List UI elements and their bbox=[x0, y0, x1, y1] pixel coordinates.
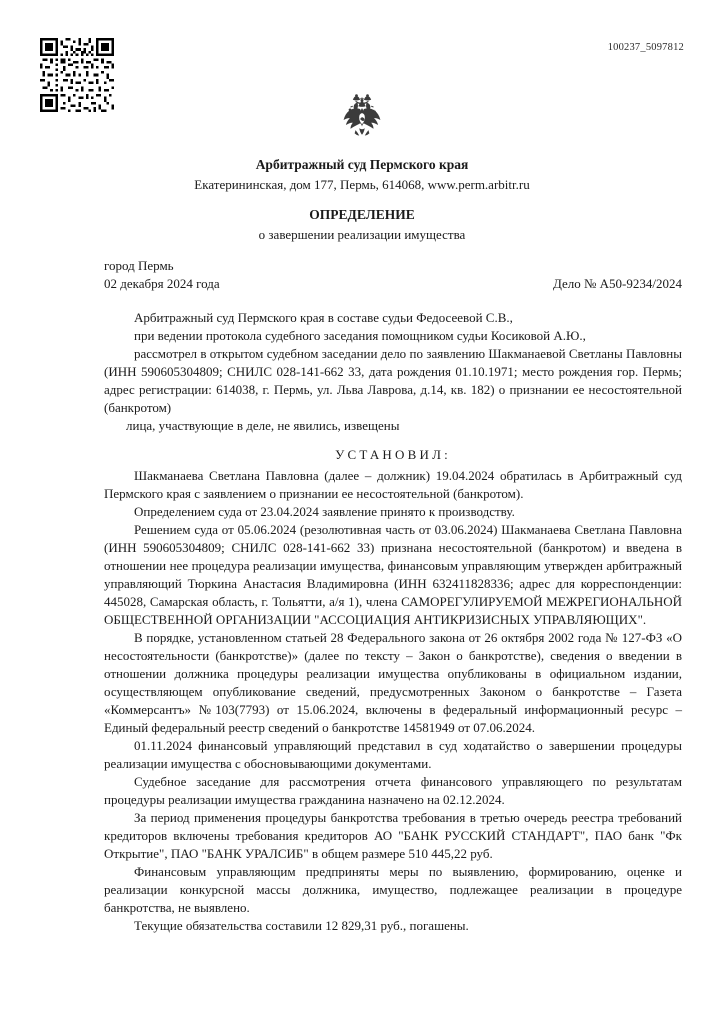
date-case-row bbox=[104, 275, 682, 293]
court-address: Екатерининская, дом 177, Пермь, 614068, www.perm.arbitr.ru bbox=[194, 177, 530, 193]
document-meta bbox=[0, 257, 724, 293]
paragraph-bankruptcy-decision: Решением суда от 05.06.2024 (резолютивная часть от 03.06.2024) Шакманаева Светлана Павловна (ИНН 590605304809; СНИЛС 028-141-662 33) признана несостоятельной (банкротом) и введена в отношении нее процедура реализации имущества, финансовым управляющим утвержден арбитражный управляющий Тюркина Анастасия Владимировна (ИНН 632411828336; адрес для корреспонденции: 445028, Самарская область, г. Тольятти, а/я 1), члена САМОРЕГУЛИРУЕМОЙ МЕЖРЕГИОНАЛЬНОЙ ОБЩЕСТВЕННОЙ ОРГАНИЗАЦИИ "АССОЦИАЦИЯ АНТИКРИЗИСНЫХ УПРАВЛЯЮЩИХ". bbox=[104, 521, 682, 627]
document-date: 02 декабря 2024 года bbox=[104, 275, 220, 291]
paragraph-attendance: лица, участвующие в деле, не явились, извещены bbox=[126, 417, 400, 433]
case-number: Дело № А50-9234/2024 bbox=[552, 275, 682, 291]
paragraph-creditor-claims: За период применения процедуры банкротства требования в третью очередь реестра требований кредиторов включены требования кредиторов АО "БАНК РУССКИЙ СТАНДАРТ", ПАО банк "Фк Открытие", ПАО "БАНК УРАЛСИБ" в общем размере 510 445,22 руб. bbox=[104, 809, 682, 861]
paragraph-court-composition: Арбитражный суд Пермского края в составе судьи Федосеевой С.В., bbox=[134, 309, 513, 325]
document-subject: о завершении реализации имущества bbox=[258, 226, 466, 242]
document-number-stamp: 100237_5097812 bbox=[607, 42, 684, 53]
ustanovil-heading: УСТАНОВИЛ: bbox=[335, 446, 451, 462]
coat-of-arms-container bbox=[0, 92, 724, 148]
document-kind-title: ОПРЕДЕЛЕНИЕ bbox=[309, 207, 415, 223]
paragraph-application-accepted: Определением суда от 23.04.2024 заявление принято к производству. bbox=[134, 503, 515, 519]
document-header bbox=[0, 156, 724, 243]
paragraph-protocol-clerk: при ведении протокола судебного заседания помощником судьи Косиковой А.Ю., bbox=[134, 327, 586, 343]
court-name: Арбитражный суд Пермского края bbox=[255, 157, 469, 172]
paragraph-completion-petition: 01.11.2024 финансовый управляющий представил в суд ходатайство о завершении процедуры реализации имущества с обосновывающими документами. bbox=[104, 737, 682, 771]
paragraph-asset-measures: Финансовым управляющим предприняты меры по выявлению, формированию, оценке и реализации конкурсной массы должника, имущество, подлежащее реализации в процедуре банкротства, не выявлено. bbox=[104, 863, 682, 915]
document-body bbox=[0, 309, 724, 935]
city-label: город Пермь bbox=[104, 257, 174, 273]
russian-coat-of-arms-icon bbox=[339, 92, 385, 148]
paragraph-debtor-application: Шакманаева Светлана Павловна (далее – должник) 19.04.2024 обратилась в Арбитражный суд Пермского края с заявлением о признании ее несостоятельной (банкротом). bbox=[104, 467, 682, 501]
paragraph-hearing-scheduled: Судебное заседание для рассмотрения отчета финансового управляющего по результатам процедуры реализации имущества гражданина назначено на 02.12.2024. bbox=[104, 773, 682, 807]
paragraph-case-review: рассмотрел в открытом судебном заседании дело по заявлению Шакманаевой Светланы Павловны (ИНН 590605304809; СНИЛС 028-141-662 33, дата рождения 01.10.1971; место рождения гор. Пермь; адрес регистрации: 614038, г. Пермь, ул. Льва Лаврова, д.14, кв. 182) о признании ее несостоятельной (банкротом) bbox=[104, 345, 682, 415]
paragraph-publication-law: В порядке, установленном статьей 28 Федерального закона от 26 октября 2002 года № 127-ФЗ «О несостоятельности (банкротстве)» (далее по тексту – Закон о банкротстве), сведения о введении в отношении должника процедуры реализации имущества опубликованы в официальном издании, осуществляющем опубликование сведений, предусмотренных Законом о банкротстве – Газета «Коммерсантъ» №103(7793) от 15.06.2024, включены в федеральный информационный ресурс – Единый федеральный реестр сведений о банкротстве 14581949 от 07.06.2024. bbox=[104, 629, 682, 735]
paragraph-current-obligations: Текущие обязательства составили 12 829,31 руб., погашены. bbox=[134, 917, 469, 933]
